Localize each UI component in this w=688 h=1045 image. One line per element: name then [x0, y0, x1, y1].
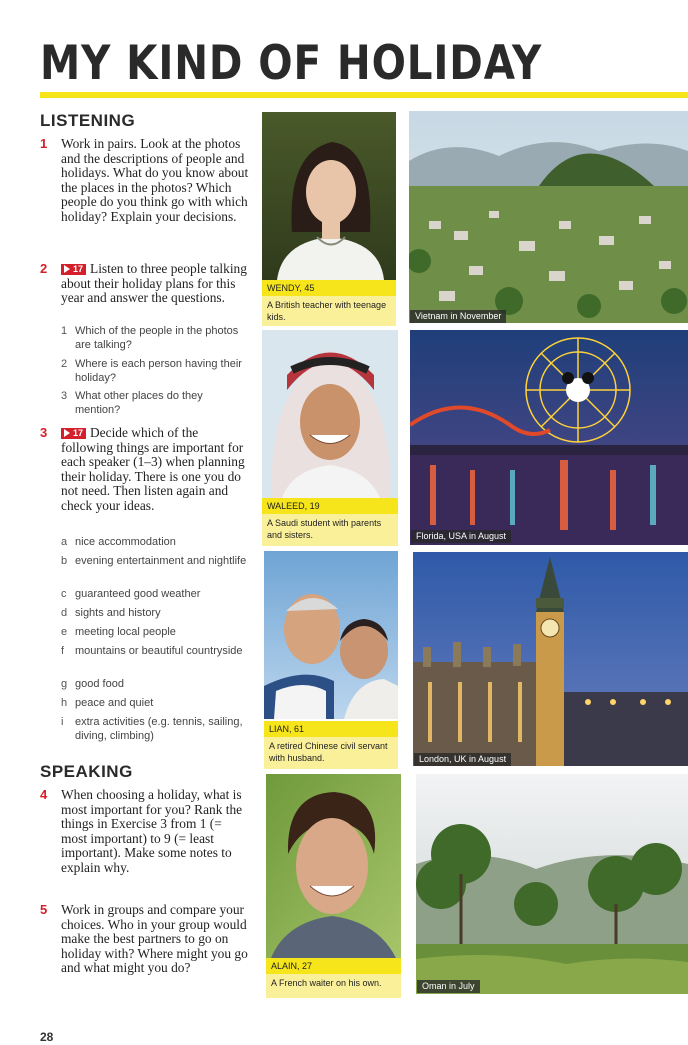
- exercise-text: Work in pairs. Look at the photos and the descriptions of people and holidays. What do you know about the places in the photos? Which people do you think go with which holiday? Explain your decisions.: [61, 136, 249, 224]
- place-caption: Florida, USA in August: [411, 530, 511, 543]
- exercise-number: 4: [40, 787, 48, 802]
- person-description: A retired Chinese civil servant with husband.: [264, 737, 398, 769]
- vietnam-photo: [409, 111, 688, 323]
- listening-heading: LISTENING: [40, 111, 136, 130]
- place-caption: Oman in July: [417, 980, 480, 993]
- exercise-text: Decide which of the following things are important for each speaker (1–3) when planning their holiday. There is one you do not need. Then listen again and check your ideas.: [61, 425, 245, 513]
- exercise-text: Listen to three people talking about their holiday plans for this year and answer the questions.: [61, 261, 247, 306]
- exercise-number: 2: [40, 261, 48, 276]
- person-name-label: LIAN, 61: [264, 721, 398, 737]
- list-item: d sights and history: [61, 607, 161, 619]
- exercise-5: [40, 903, 250, 976]
- list-item: a nice accommodation: [61, 536, 176, 548]
- london-photo: [413, 552, 688, 766]
- person-name-label: ALAIN, 27: [266, 958, 401, 974]
- list-item: i extra activities (e.g. tennis, sailing, diving, climbing): [61, 716, 243, 742]
- list-item: h peace and quiet: [61, 697, 154, 709]
- exercise-number: 1: [40, 136, 48, 151]
- alain-photo: [266, 774, 401, 958]
- exercise-text: Work in groups and compare your choices. Who in your group would make the best partners to go on holiday with? Where might you go and what might you do?: [61, 902, 248, 976]
- wendy-photo: [262, 112, 396, 280]
- list-item: e meeting local people: [61, 626, 176, 638]
- audio-track-number: 17: [73, 428, 84, 438]
- exercise-4: [40, 788, 250, 876]
- exercise-2: [40, 262, 250, 306]
- oman-photo: [416, 774, 688, 994]
- florida-photo: [410, 330, 688, 545]
- exercise-3: [40, 426, 250, 514]
- list-item: c guaranteed good weather: [61, 588, 201, 600]
- place-caption: London, UK in August: [414, 753, 511, 766]
- person-description: A French waiter on his own.: [266, 974, 401, 998]
- place-caption: Vietnam in November: [410, 310, 506, 323]
- list-item: f mountains or beautiful countryside: [61, 645, 243, 657]
- question-item: 2 Where is each person having their holiday?: [61, 358, 242, 384]
- person-description: A Saudi student with parents and sisters.: [262, 514, 398, 546]
- title-underline: [40, 92, 688, 98]
- audio-track-icon[interactable]: [61, 264, 86, 275]
- exercise-text: When choosing a holiday, what is most important for you? Rank the things in Exercise 3 from 1 (= most important) to 9 (= least important). Make some notes to explain why.: [61, 787, 243, 875]
- page-title: MY KIND OF HOLIDAY: [40, 36, 543, 91]
- list-item: g good food: [61, 678, 124, 690]
- audio-track-icon[interactable]: [61, 428, 86, 439]
- exercise-number: 3: [40, 425, 48, 440]
- question-item: 3 What other places do they mention?: [61, 390, 203, 416]
- person-name-label: WENDY, 45: [262, 280, 396, 296]
- exercise-number: 5: [40, 902, 48, 917]
- exercise-1: [40, 137, 250, 225]
- audio-track-number: 17: [73, 264, 84, 274]
- list-item: b evening entertainment and nightlife: [61, 555, 247, 567]
- waleed-photo: [262, 330, 398, 498]
- page-number: 28: [40, 1030, 54, 1044]
- question-item: 1 Which of the people in the photos are talking?: [61, 325, 239, 351]
- person-description: A British teacher with teenage kids.: [262, 296, 396, 326]
- speaking-heading: SPEAKING: [40, 762, 133, 781]
- lian-photo: [264, 551, 398, 719]
- person-name-label: WALEED, 19: [262, 498, 398, 514]
